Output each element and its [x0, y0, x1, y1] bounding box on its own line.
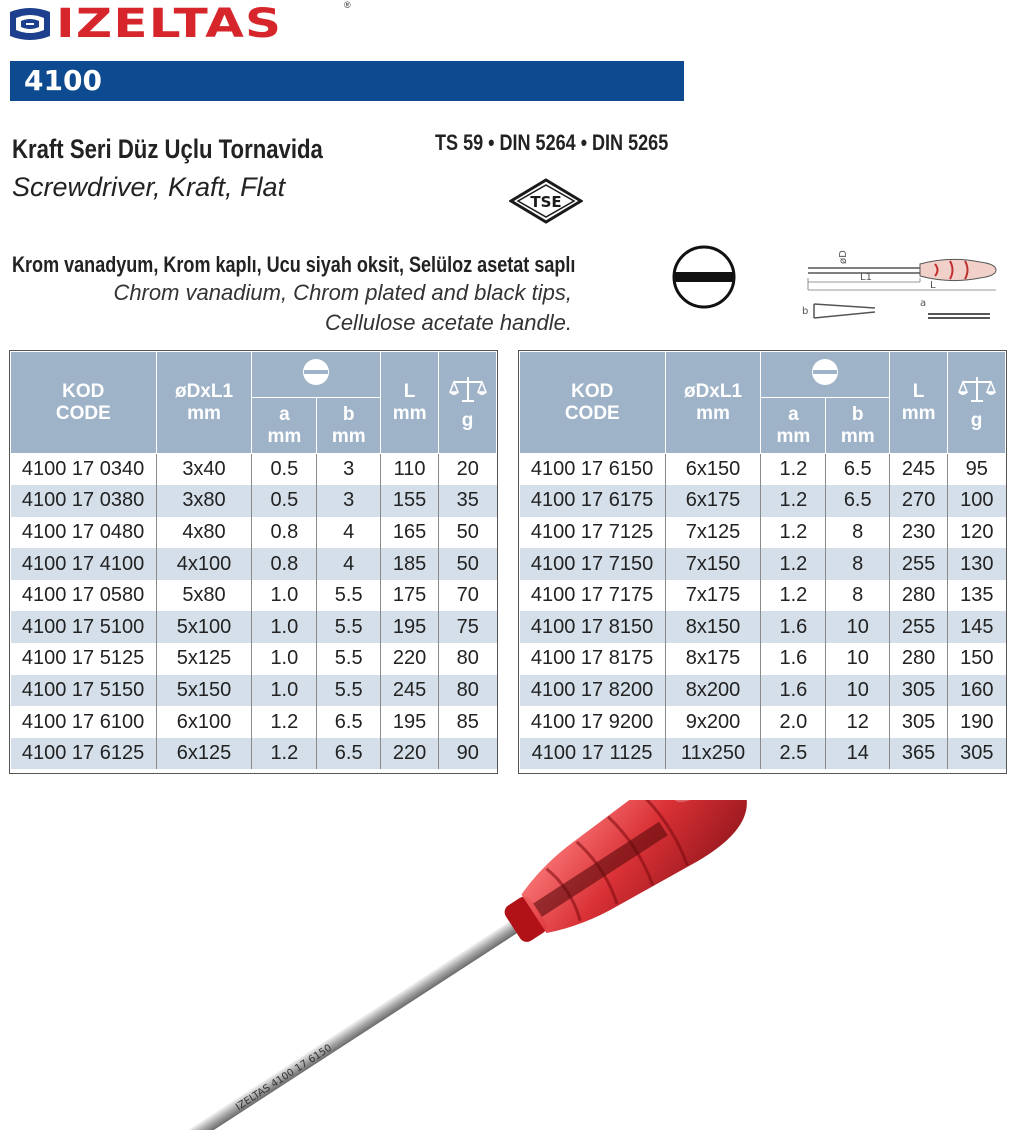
header-dim-label: øDxL1 — [683, 380, 743, 402]
cell-a: 1.0 — [252, 580, 317, 612]
cell-weight: 305 — [948, 738, 1006, 770]
header-dim-unit: mm — [187, 402, 221, 424]
cell-dimension: 3x40 — [156, 454, 252, 486]
material-description-tr: Krom vanadyum, Krom kaplı, Ucu siyah oksit, Selüloz asetat saplı — [12, 252, 576, 277]
cell-weight: 70 — [439, 580, 497, 612]
cell-a: 1.2 — [761, 548, 826, 580]
cell-length: 195 — [381, 706, 439, 738]
b-label: b — [802, 306, 809, 317]
cell-b: 6.5 — [317, 738, 381, 770]
cell-length: 110 — [381, 454, 439, 486]
cell-a: 1.6 — [761, 643, 826, 675]
cell-b: 10 — [826, 643, 890, 675]
table-left-frame — [9, 350, 498, 774]
cell-code: 4100 17 5100 — [11, 611, 157, 643]
cell-code: 4100 17 8200 — [520, 675, 666, 707]
cell-a: 0.5 — [252, 454, 317, 486]
header-weight-unit: g — [970, 409, 983, 431]
cell-b: 8 — [826, 580, 890, 612]
cell-b: 3 — [317, 454, 381, 486]
cell-code: 4100 17 8175 — [530, 647, 654, 670]
cell-b: 5.5 — [317, 580, 381, 612]
cell-dimension: 6x100 — [156, 706, 252, 738]
cell-length: 165 — [381, 517, 439, 549]
cell-b: 14 — [826, 738, 890, 770]
cell-dimension: 5x80 — [156, 580, 252, 612]
cell-length: 270 — [890, 485, 948, 517]
cell-dimension: 7x175 — [665, 580, 761, 612]
cell-b: 5.5 — [317, 643, 381, 675]
cell-weight: 120 — [948, 517, 1006, 549]
cell-weight: 85 — [439, 706, 497, 738]
cell-weight: 50 — [439, 548, 497, 580]
cell-a: 1.2 — [761, 580, 826, 612]
cell-dimension: 6x125 — [156, 738, 252, 770]
cell-weight: 20 — [439, 454, 497, 486]
header-dim-label: øDxL1 — [174, 380, 234, 402]
cell-a: 1.6 — [761, 611, 826, 643]
cell-a: 2.0 — [761, 706, 826, 738]
cell-weight: 95 — [948, 454, 1006, 486]
cell-a: 2.5 — [761, 738, 826, 770]
cell-code: 4100 17 6150 — [530, 458, 654, 481]
cell-dimension: 7x150 — [665, 548, 761, 580]
cell-weight: 75 — [439, 611, 497, 643]
header-b-unit: mm — [331, 425, 366, 447]
screwdriver-product-image — [150, 800, 770, 1130]
tse-certification-icon — [509, 178, 583, 224]
material-description-en-line2: Cellulose acetate handle. — [324, 310, 572, 335]
cell-length: 280 — [890, 643, 948, 675]
l1-label: L1 — [860, 272, 872, 283]
cell-dimension: 4x80 — [156, 517, 252, 549]
cell-code: 4100 17 0580 — [21, 584, 145, 607]
header-l-unit: mm — [901, 402, 936, 424]
header-a-unit: mm — [267, 425, 302, 447]
cell-dimension: 5x100 — [156, 611, 252, 643]
standards-list: TS 59 • DIN 5264 • DIN 5265 — [435, 130, 669, 155]
cell-a: 0.8 — [252, 517, 317, 549]
cell-b: 5.5 — [317, 675, 381, 707]
cell-b: 5.5 — [317, 611, 381, 643]
cell-code: 4100 17 7150 — [520, 548, 666, 580]
cell-length: 280 — [890, 580, 948, 612]
cell-b: 10 — [826, 675, 890, 707]
header-a-label: a — [279, 403, 290, 425]
cell-length: 220 — [381, 738, 439, 770]
header-dim-unit: mm — [696, 402, 730, 424]
cell-a: 1.2 — [761, 454, 826, 486]
cell-weight: 135 — [948, 580, 1006, 612]
cell-length: 175 — [381, 580, 439, 612]
cell-code: 4100 17 0380 — [11, 485, 157, 517]
brand-logo — [8, 1, 283, 47]
cell-weight: 90 — [439, 738, 497, 770]
header-code-tr: KOD — [62, 380, 105, 402]
cell-dimension: 6x175 — [665, 485, 761, 517]
cell-a: 1.6 — [761, 675, 826, 707]
cell-code: 4100 17 9200 — [530, 710, 654, 733]
shaft-marking: IZELTAS 4100 17 6150 — [234, 1042, 334, 1113]
model-number-bar: 4100 — [10, 61, 684, 101]
cell-a: 1.0 — [252, 611, 317, 643]
cell-dimension: 7x125 — [665, 517, 761, 549]
cell-b: 12 — [826, 706, 890, 738]
product-title-en: Screwdriver, Kraft, Flat — [12, 172, 286, 202]
header-b-label: b — [851, 403, 864, 425]
brand-name: IZELTAS — [56, 1, 283, 47]
cell-code: 4100 17 7175 — [530, 584, 654, 607]
header-l-label: L — [403, 380, 416, 402]
header-l-unit: mm — [392, 402, 427, 424]
cell-a: 1.2 — [252, 738, 317, 770]
product-title-tr: Kraft Seri Düz Uçlu Tornavida — [12, 134, 323, 164]
cell-b: 8 — [826, 548, 890, 580]
tse-mark-text: TSE — [530, 193, 562, 211]
cell-weight: 160 — [948, 675, 1006, 707]
cell-a: 1.0 — [252, 643, 317, 675]
cell-b: 10 — [826, 611, 890, 643]
cell-a: 0.5 — [252, 485, 317, 517]
cell-dimension: 4x100 — [156, 548, 252, 580]
cell-b: 6.5 — [826, 454, 890, 486]
cell-length: 245 — [381, 675, 439, 707]
cell-weight: 80 — [439, 643, 497, 675]
cell-b: 6.5 — [317, 706, 381, 738]
cell-length: 220 — [381, 643, 439, 675]
cell-weight: 130 — [948, 548, 1006, 580]
cell-code: 4100 17 4100 — [11, 548, 157, 580]
cell-code: 4100 17 8150 — [520, 611, 666, 643]
cell-weight: 50 — [439, 517, 497, 549]
cell-weight: 190 — [948, 706, 1006, 738]
cell-code: 4100 17 6175 — [520, 485, 666, 517]
header-code-en: CODE — [55, 402, 111, 424]
cell-b: 8 — [826, 517, 890, 549]
cell-length: 255 — [890, 611, 948, 643]
cell-dimension: 5x125 — [156, 643, 252, 675]
cell-dimension: 8x150 — [665, 611, 761, 643]
header-code-tr: KOD — [571, 380, 614, 402]
cell-b: 4 — [317, 517, 381, 549]
screwdriver-dimension-diagram — [800, 238, 1000, 330]
cell-dimension: 8x200 — [665, 675, 761, 707]
cell-a: 1.2 — [252, 706, 317, 738]
cell-b: 3 — [317, 485, 381, 517]
flat-slot-icon — [672, 245, 736, 309]
cell-length: 255 — [890, 548, 948, 580]
cell-weight: 150 — [948, 643, 1006, 675]
header-b-label: b — [342, 403, 355, 425]
d-label: øD — [838, 250, 849, 264]
header-weight-unit: g — [461, 409, 474, 431]
l-label: L — [930, 280, 936, 291]
cell-code: 4100 17 5150 — [11, 675, 157, 707]
cell-dimension: 8x175 — [665, 643, 761, 675]
cell-b: 6.5 — [826, 485, 890, 517]
cell-code: 4100 17 0340 — [21, 458, 145, 481]
material-description-en-line1: Chrom vanadium, Chrom plated and black tips, — [113, 280, 572, 305]
cell-code: 4100 17 0480 — [21, 520, 145, 543]
cell-dimension: 9x200 — [665, 706, 761, 738]
cell-dimension: 6x150 — [665, 454, 761, 486]
header-a-label: a — [788, 403, 799, 425]
cell-weight: 100 — [948, 485, 1006, 517]
cell-dimension: 5x150 — [156, 675, 252, 707]
cell-code: 4100 17 1125 — [520, 738, 666, 770]
cell-code: 4100 17 7125 — [530, 520, 654, 543]
cell-weight: 145 — [948, 611, 1006, 643]
cell-length: 305 — [890, 675, 948, 707]
cell-a: 1.0 — [252, 675, 317, 707]
cell-code: 4100 17 6100 — [21, 710, 145, 733]
cell-length: 230 — [890, 517, 948, 549]
cell-dimension: 3x80 — [156, 485, 252, 517]
cell-length: 185 — [381, 548, 439, 580]
header-b-unit: mm — [840, 425, 875, 447]
cell-length: 305 — [890, 706, 948, 738]
header-code-en: CODE — [564, 402, 620, 424]
a-label: a — [920, 298, 927, 309]
registered-mark: ® — [344, 0, 351, 10]
header-a-unit: mm — [776, 425, 811, 447]
cell-a: 1.2 — [761, 485, 826, 517]
header-l-label: L — [912, 380, 925, 402]
cell-weight: 35 — [439, 485, 497, 517]
cell-b: 4 — [317, 548, 381, 580]
cell-length: 155 — [381, 485, 439, 517]
cell-dimension: 11x250 — [665, 738, 761, 770]
izeltas-emblem-icon — [8, 6, 52, 42]
cell-code: 4100 17 6125 — [11, 738, 157, 770]
cell-a: 1.2 — [761, 517, 826, 549]
cell-a: 0.8 — [252, 548, 317, 580]
cell-length: 195 — [381, 611, 439, 643]
cell-weight: 80 — [439, 675, 497, 707]
cell-code: 4100 17 5125 — [21, 647, 145, 670]
cell-length: 245 — [890, 454, 948, 486]
cell-length: 365 — [890, 738, 948, 770]
table-right-frame — [518, 350, 1007, 774]
